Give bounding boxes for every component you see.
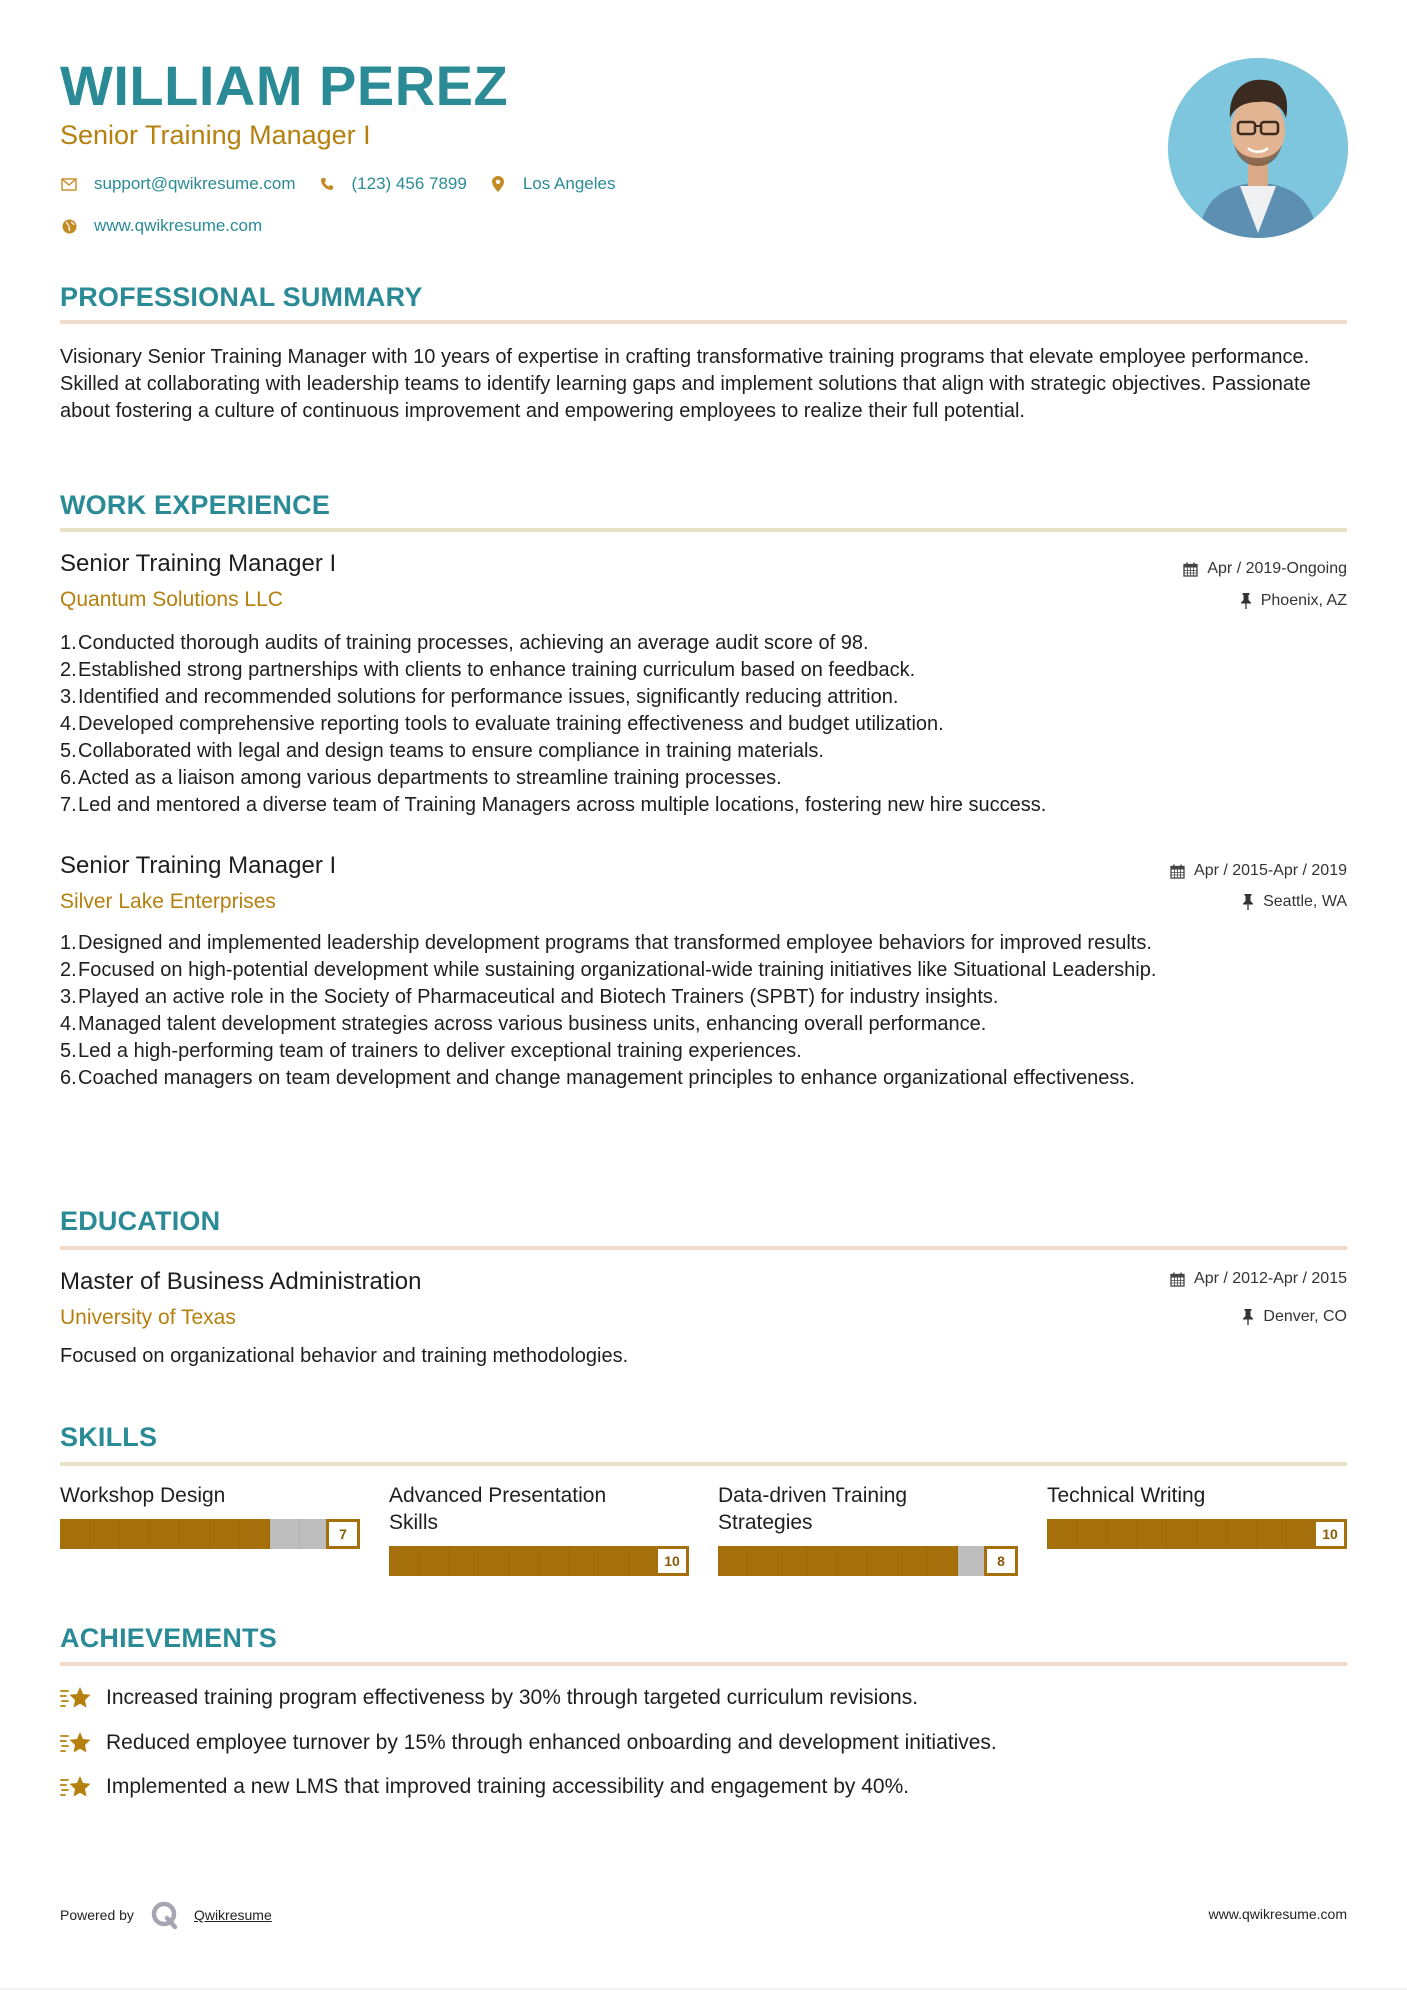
job-bullets bbox=[60, 630, 1347, 819]
list-item: 7. Led and mentored a diverse team of Training Managers across multiple locations, fostering new hire success. bbox=[60, 794, 1047, 816]
section-divider bbox=[60, 1246, 1347, 1250]
footer-powered-by bbox=[60, 1900, 272, 1930]
education-location-text: Denver, CO bbox=[1263, 1308, 1347, 1325]
location-text: Los Angeles bbox=[522, 174, 616, 193]
list-item: 2. Established strong partnerships with clients to enhance training curriculum based on feedback. bbox=[60, 659, 916, 681]
phone-text: (123) 456 7899 bbox=[351, 174, 467, 193]
job-dates bbox=[1170, 862, 1347, 880]
calendar-icon bbox=[1183, 562, 1198, 577]
job-dates-text: Apr / 2019-Ongoing bbox=[1207, 560, 1347, 577]
candidate-title: Senior Training Manager I bbox=[60, 120, 371, 150]
achievement-item bbox=[60, 1773, 909, 1801]
job-location bbox=[1240, 592, 1347, 610]
contact-location bbox=[489, 174, 616, 194]
section-divider bbox=[60, 1462, 1347, 1466]
profile-photo bbox=[1168, 58, 1348, 238]
map-pin-icon bbox=[489, 175, 507, 193]
job-company: Silver Lake Enterprises bbox=[60, 890, 276, 913]
job-title: Senior Training Manager I bbox=[60, 550, 337, 577]
summary-text: Visionary Senior Training Manager with 10 years of expertise in crafting transformative training programs that elevate employee performance. Skilled at collaborating with leadership teams to identify learning gaps and implement solutions that align with strategic objectives. Passionate about fostering a culture of continuous improvement and empowering employees to realize their full potential. bbox=[60, 346, 1311, 422]
qwikresume-logo-icon bbox=[150, 1900, 180, 1930]
pushpin-icon bbox=[1240, 593, 1252, 609]
email-text: support@qwikresume.com bbox=[94, 174, 296, 193]
job-location bbox=[1242, 893, 1347, 911]
contact-row bbox=[60, 174, 637, 194]
skill-bar bbox=[389, 1546, 689, 1576]
school: University of Texas bbox=[60, 1306, 236, 1329]
calendar-icon bbox=[1170, 864, 1185, 879]
skill-level-badge: 7 bbox=[326, 1519, 360, 1549]
list-item: 3. Played an active role in the Society of Pharmaceutical and Biotech Trainers (SPBT) for industry insights. bbox=[60, 986, 999, 1008]
achievement-text: Implemented a new LMS that improved training accessibility and engagement by 40%. bbox=[106, 1775, 910, 1798]
skill-level-badge: 10 bbox=[1313, 1519, 1347, 1549]
skill-bar bbox=[1047, 1519, 1347, 1549]
list-item: 5. Collaborated with legal and design teams to ensure compliance in training materials. bbox=[60, 740, 824, 762]
education-heading: EDUCATION bbox=[60, 1206, 221, 1236]
education-location bbox=[1242, 1308, 1347, 1326]
summary-heading: PROFESSIONAL SUMMARY bbox=[60, 282, 423, 312]
skill-bar bbox=[60, 1519, 360, 1549]
education-dates bbox=[1170, 1270, 1347, 1288]
list-item: 5. Led a high-performing team of trainers to deliver exceptional training experiences. bbox=[60, 1040, 802, 1062]
job-dates bbox=[1183, 560, 1347, 578]
skill-technical-writing bbox=[1047, 1482, 1347, 1549]
achievement-item bbox=[60, 1684, 918, 1712]
list-item: 1. Designed and implemented leadership development programs that transformed employee behaviors for improved results. bbox=[60, 932, 1152, 954]
experience-heading: WORK EXPERIENCE bbox=[60, 490, 331, 520]
skills-heading: SKILLS bbox=[60, 1422, 158, 1452]
skill-advanced-presentation bbox=[389, 1482, 689, 1576]
shooting-star-icon bbox=[60, 1684, 92, 1712]
section-divider bbox=[60, 528, 1347, 532]
contact-phone[interactable] bbox=[318, 174, 467, 194]
job-title: Senior Training Manager I bbox=[60, 852, 337, 879]
achievement-text: Increased training program effectiveness by 30% through targeted curriculum revisions. bbox=[106, 1686, 919, 1709]
pushpin-icon bbox=[1242, 1309, 1254, 1325]
achievement-item bbox=[60, 1729, 997, 1757]
list-item: 6. Coached managers on team development and change management principles to enhance organizational effectiveness. bbox=[60, 1067, 1135, 1089]
shooting-star-icon bbox=[60, 1773, 92, 1801]
calendar-icon bbox=[1170, 1272, 1185, 1287]
envelope-icon bbox=[60, 175, 78, 193]
job-company: Quantum Solutions LLC bbox=[60, 588, 283, 611]
website-text: www.qwikresume.com bbox=[94, 216, 263, 235]
skill-label: Workshop Design bbox=[60, 1484, 226, 1507]
skill-label: Advanced Presentation Skills bbox=[389, 1484, 607, 1534]
skill-level-badge: 10 bbox=[655, 1546, 689, 1576]
contact-website[interactable] bbox=[60, 216, 262, 236]
globe-icon bbox=[60, 217, 78, 235]
skill-level-badge: 8 bbox=[984, 1546, 1018, 1576]
qwikresume-link[interactable]: Qwikresume bbox=[193, 1907, 272, 1923]
skill-bar bbox=[718, 1546, 1018, 1576]
skill-data-driven-training bbox=[718, 1482, 1018, 1576]
job-bullets bbox=[60, 930, 1347, 1092]
powered-by-label: Powered by bbox=[60, 1907, 134, 1923]
list-item: 2. Focused on high-potential development while sustaining organizational-wide training initiatives like Situational Leadership. bbox=[60, 959, 1157, 981]
contact-row-2 bbox=[60, 216, 284, 236]
list-item: 4. Managed talent development strategies across various business units, enhancing overall performance. bbox=[60, 1013, 987, 1035]
achievement-text: Reduced employee turnover by 15% through enhanced onboarding and development initiatives. bbox=[106, 1731, 997, 1754]
job-location-text: Phoenix, AZ bbox=[1260, 592, 1347, 609]
section-divider bbox=[60, 320, 1347, 324]
resume-page bbox=[60, 0, 1347, 1990]
phone-icon bbox=[318, 175, 336, 193]
list-item: 1. Conducted thorough audits of training processes, achieving an average audit score of 98. bbox=[60, 632, 869, 654]
skill-label: Technical Writing bbox=[1047, 1484, 1206, 1507]
footer-website-link[interactable]: www.qwikresume.com bbox=[1208, 1906, 1347, 1922]
candidate-name: WILLIAM PEREZ bbox=[60, 54, 509, 117]
pushpin-icon bbox=[1242, 894, 1254, 910]
job-location-text: Seattle, WA bbox=[1263, 893, 1347, 910]
degree: Master of Business Administration bbox=[60, 1268, 422, 1295]
achievements-heading: ACHIEVEMENTS bbox=[60, 1623, 277, 1653]
contact-email[interactable] bbox=[60, 174, 296, 194]
education-description: Focused on organizational behavior and training methodologies. bbox=[60, 1345, 629, 1367]
list-item: 6. Acted as a liaison among various departments to streamline training processes. bbox=[60, 767, 782, 789]
list-item: 3. Identified and recommended solutions for performance issues, significantly reducing attrition. bbox=[60, 686, 899, 708]
skill-label: Data-driven Training Strategies bbox=[718, 1484, 908, 1534]
job-dates-text: Apr / 2015-Apr / 2019 bbox=[1194, 862, 1347, 879]
section-divider bbox=[60, 1662, 1347, 1666]
shooting-star-icon bbox=[60, 1729, 92, 1757]
skill-workshop-design bbox=[60, 1482, 360, 1549]
education-dates-text: Apr / 2012-Apr / 2015 bbox=[1194, 1270, 1347, 1287]
list-item: 4. Developed comprehensive reporting tools to evaluate training effectiveness and budget utilization. bbox=[60, 713, 944, 735]
